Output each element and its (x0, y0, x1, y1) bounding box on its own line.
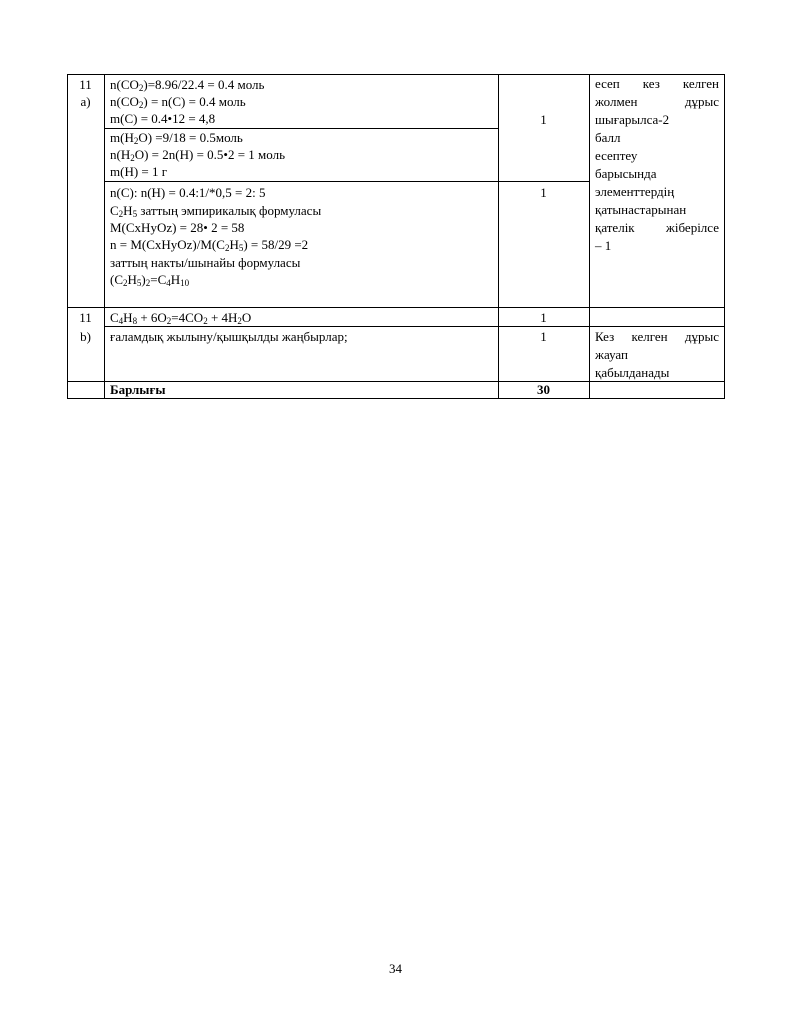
answer-line: $n(H_2O) = 2n(H)$ = 0.5•2 = 1 моль (110, 147, 285, 163)
note-line: Кез келген дұрыс (595, 329, 719, 344)
mark-value: 1 (540, 329, 547, 344)
row-divider (67, 307, 724, 308)
question-number: 11 (79, 310, 92, 325)
table-border-top (67, 74, 724, 75)
question-number: 11 (79, 77, 92, 92)
note-line: балл (595, 130, 621, 145)
page-number: 34 (389, 961, 402, 976)
note-line: жолмен дұрыс (595, 94, 719, 109)
answer-line: ғаламдық жылыну/қышқылды жаңбырлар; (110, 329, 348, 344)
row-divider (104, 181, 498, 182)
row-divider (67, 381, 724, 382)
row-divider (104, 326, 724, 327)
answer-line: n(C): n(H) = 0.4:1/*0,5 = 2: 5 (110, 185, 266, 200)
answer-line: $n(CO_2)=8.96/22.4 = 0.4$ моль (110, 77, 265, 93)
note-line: жауап (595, 347, 628, 362)
answer-line: $C_4H_8 + 6O_2=4CO_2 + 4H_2O$ (110, 310, 252, 326)
answer-line: $C_2H_5$ заттың эмпирикалық формуласы (110, 203, 322, 219)
total-label: Барлығы (110, 382, 166, 397)
total-value: 30 (537, 382, 550, 397)
note-line: есеп кез келген (595, 76, 719, 91)
answer-line: заттың накты/шынайы формуласы (110, 255, 301, 270)
note-line: шығарылса-2 (595, 112, 670, 127)
table-border-left (67, 74, 68, 399)
note-line: қабылданады (595, 365, 670, 380)
question-part: b) (80, 329, 91, 344)
column-divider (104, 74, 105, 399)
column-divider (589, 74, 590, 399)
row-divider (498, 181, 589, 182)
mark-value: 1 (540, 185, 547, 200)
table-border-right (724, 74, 725, 399)
note-line: элементтердің (595, 184, 675, 199)
mark-value: 1 (540, 112, 547, 127)
answer-line: m(H) = 1 г (110, 164, 168, 179)
answer-line: $n = M(CxHyOz)/M(C_2H_5) = 58/29 =2$ (110, 237, 309, 253)
note-line: – 1 (595, 238, 612, 253)
note-line: есептеу (595, 148, 638, 163)
note-line: барысында (595, 166, 657, 181)
answer-line: $n(CO_2) = n(C) = 0.4$ моль (110, 94, 246, 110)
note-line: қатынастарынан (595, 202, 687, 217)
answer-line: $(C_2H_5)_2=C_4H_{10}$ (110, 272, 190, 288)
mark-value: 1 (540, 310, 547, 325)
answer-line: m(C) = 0.4•12 = 4,8 (110, 111, 216, 126)
note-line: қателік жіберілсе (595, 220, 719, 235)
row-divider (104, 128, 498, 129)
answer-line: $m(H_2O) =9/18$ = 0.5моль (110, 130, 243, 146)
table-border-bottom (67, 398, 724, 399)
answer-line: M(CxHyOz) = 28• 2 = 58 (110, 220, 245, 235)
question-part: a) (80, 94, 91, 109)
